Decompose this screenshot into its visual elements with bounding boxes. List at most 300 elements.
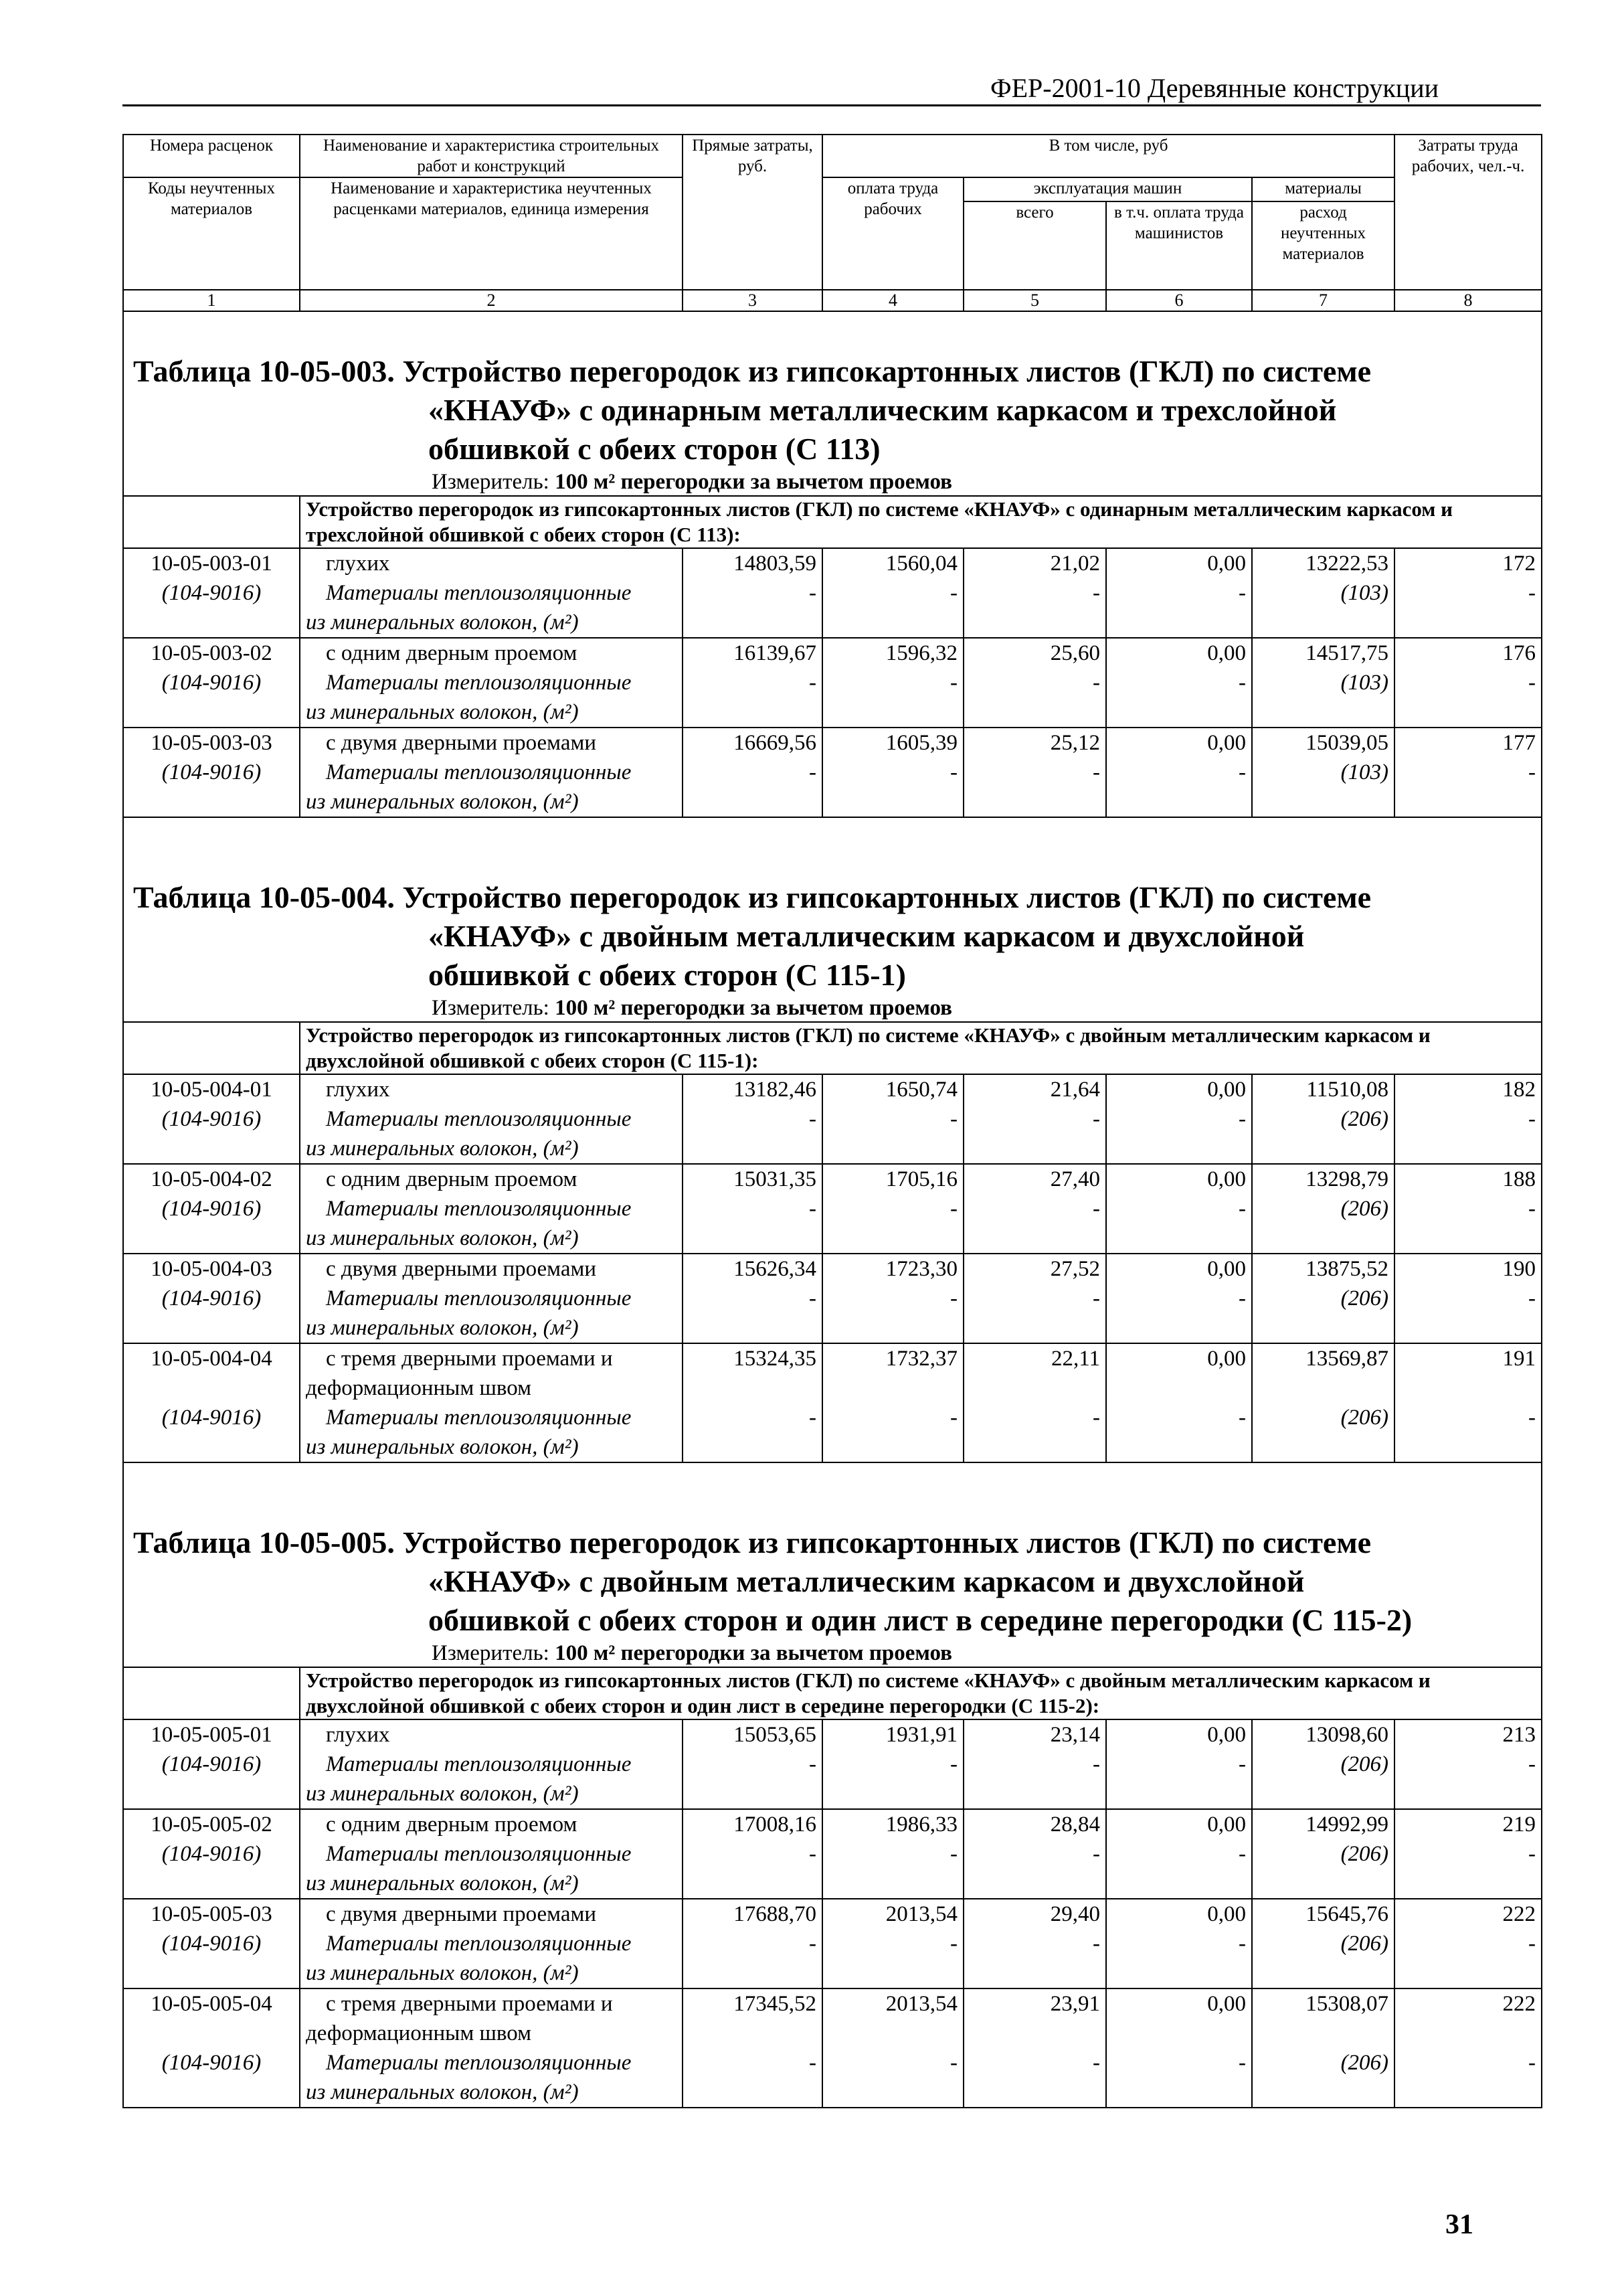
- material-name: Материалы теплоизоляционные: [326, 1932, 632, 1956]
- work-name: глухих: [326, 1723, 390, 1747]
- spacer: [1258, 2019, 1388, 2048]
- dash: -: [1093, 1752, 1100, 1776]
- dash: -: [1528, 2051, 1536, 2075]
- dash: -: [1528, 1197, 1536, 1221]
- material-name: из минеральных волокон, (м²): [306, 1871, 579, 1895]
- material-name: из минеральных волокон, (м²): [306, 1136, 579, 1161]
- meter-value: 100 м² перегородки за вычетом проемов: [555, 996, 952, 1020]
- machinists-pay-cell: [1106, 1809, 1252, 1899]
- table-row: [123, 1164, 1542, 1254]
- dash: -: [1093, 581, 1100, 605]
- material-code: (104-9016): [161, 1286, 262, 1310]
- direct-costs-cell: [683, 1988, 822, 2108]
- rate-code-cell: [123, 548, 300, 638]
- machines-total-cell: [964, 638, 1106, 728]
- machinists-pay: 0,00: [1207, 1723, 1246, 1747]
- work-name-cell: [300, 1899, 683, 1988]
- work-name-cell: [300, 1254, 683, 1343]
- labor-hours: 219: [1502, 1812, 1536, 1837]
- rate-code-cell: [123, 1074, 300, 1164]
- spacer: [129, 1373, 294, 1403]
- machines-total-cell: [964, 1164, 1106, 1254]
- header-including: В том числе, руб: [822, 135, 1394, 177]
- work-name: с двумя дверными проемами: [326, 1902, 597, 1926]
- header-direct-costs: Прямые затраты, руб.: [683, 135, 822, 290]
- table-title-line: Таблица 10-05-003. Устройство перегородок из гипсокартонных листов (ГКЛ) по системе: [133, 354, 1372, 388]
- material-name: из минеральных волокон, (м²): [306, 1226, 579, 1250]
- table-title-row: [123, 1483, 1542, 1640]
- machinists-pay-cell: [1106, 1899, 1252, 1988]
- table-title-text: [124, 838, 1541, 995]
- rate-code-cell: [123, 1809, 300, 1899]
- work-name-cell: [300, 1988, 683, 2108]
- work-name: с тремя дверными проемами и: [326, 1992, 613, 2016]
- table-row: [123, 548, 1542, 638]
- machinists-pay: 0,00: [1207, 1347, 1246, 1371]
- machines-total: 23,91: [1050, 1992, 1100, 2016]
- dash: -: [1239, 1752, 1246, 1776]
- work-name: с одним дверным проемом: [326, 641, 577, 665]
- direct-costs: 14803,59: [733, 552, 816, 576]
- labor-hours: 176: [1502, 641, 1536, 665]
- machines-total: 29,40: [1050, 1902, 1100, 1926]
- materials-cost: 11510,08: [1306, 1078, 1389, 1102]
- rate-code-cell: [123, 1899, 300, 1988]
- spacer: [970, 1373, 1100, 1403]
- material-quantity: (206): [1340, 1932, 1389, 1956]
- spacer-row: [123, 817, 1542, 838]
- labor-hours: 191: [1502, 1347, 1536, 1371]
- work-name-cell: [300, 1719, 683, 1809]
- column-numbers-row: [123, 290, 1542, 311]
- machines-total-cell: [964, 1254, 1106, 1343]
- direct-costs: 17008,16: [733, 1812, 816, 1837]
- section-empty-cell: [123, 1022, 300, 1074]
- dash: -: [1239, 1932, 1246, 1956]
- dash: -: [1239, 1406, 1246, 1430]
- materials-cost: 13098,60: [1305, 1723, 1389, 1747]
- material-quantity: (206): [1340, 1406, 1389, 1430]
- direct-costs: 15053,65: [733, 1723, 816, 1747]
- meter-value: 100 м² перегородки за вычетом проемов: [555, 470, 952, 494]
- worker-pay-cell: [822, 1809, 964, 1899]
- worker-pay: 1560,04: [885, 552, 958, 576]
- machines-total-cell: [964, 548, 1106, 638]
- machinists-pay-cell: [1106, 638, 1252, 728]
- column-number: 8: [1394, 290, 1542, 311]
- meter-label: Измеритель:: [432, 996, 555, 1020]
- header-machines-total: всего: [964, 201, 1106, 290]
- worker-pay-cell: [822, 1719, 964, 1809]
- spacer: [828, 2019, 958, 2048]
- material-quantity: (206): [1340, 1197, 1389, 1221]
- dash: -: [1528, 760, 1536, 784]
- material-name: Материалы теплоизоляционные: [326, 1406, 632, 1430]
- dash: -: [1093, 760, 1100, 784]
- column-number: 6: [1106, 290, 1252, 311]
- material-name: Материалы теплоизоляционные: [326, 1107, 632, 1131]
- materials-cost: 13222,53: [1305, 552, 1389, 576]
- labor-hours: 172: [1502, 552, 1536, 576]
- worker-pay: 2013,54: [885, 1992, 958, 2016]
- machines-total: 25,12: [1050, 731, 1100, 755]
- spacer: [1258, 1373, 1388, 1403]
- material-name: из минеральных волокон, (м²): [306, 2080, 579, 2104]
- dash: -: [1093, 1842, 1100, 1866]
- materials-cost-cell: [1252, 1988, 1394, 2108]
- table-title: [123, 1483, 1542, 1640]
- material-code: (104-9016): [161, 671, 262, 695]
- dash: -: [809, 1932, 816, 1956]
- material-name: Материалы теплоизоляционные: [326, 581, 632, 605]
- table-row: [123, 1343, 1542, 1462]
- header-unaccounted-materials: расход неучтенных материалов: [1252, 201, 1394, 290]
- labor-hours: 190: [1502, 1257, 1536, 1281]
- section-empty-cell: [123, 1667, 300, 1719]
- column-number: 4: [822, 290, 964, 311]
- work-name: деформационным швом: [306, 2021, 531, 2045]
- material-quantity: (206): [1340, 1842, 1389, 1866]
- worker-pay: 1605,39: [885, 731, 958, 755]
- table-title-line: Таблица 10-05-005. Устройство перегородок из гипсокартонных листов (ГКЛ) по системе: [133, 1525, 1372, 1559]
- dash: -: [1528, 1842, 1536, 1866]
- machinists-pay-cell: [1106, 1164, 1252, 1254]
- materials-cost-cell: [1252, 1254, 1394, 1343]
- labor-hours-cell: [1394, 1074, 1542, 1164]
- dash: -: [1528, 1406, 1536, 1430]
- direct-costs-cell: [683, 638, 822, 728]
- labor-hours-cell: [1394, 728, 1542, 817]
- work-name-cell: [300, 1164, 683, 1254]
- machinists-pay: 0,00: [1207, 641, 1246, 665]
- section-heading: Устройство перегородок из гипсокартонных листов (ГКЛ) по системе «КНАУФ» с двойным металлическим каркасом и двухслойной обшивкой с обеих сторон и один лист в середине перегородки (С 115-2):: [300, 1667, 1542, 1719]
- unit-of-measure: [123, 469, 1542, 496]
- machines-total-cell: [964, 1719, 1106, 1809]
- table-title-row: [123, 311, 1542, 469]
- rate-code: 10-05-003-02: [151, 641, 272, 665]
- direct-costs-cell: [683, 1254, 822, 1343]
- rate-code-cell: [123, 1254, 300, 1343]
- machines-total: 21,02: [1050, 552, 1100, 576]
- material-name: Материалы теплоизоляционные: [326, 2051, 632, 2075]
- direct-costs: 16139,67: [733, 641, 816, 665]
- rate-code-cell: [123, 1343, 300, 1462]
- machinists-pay-cell: [1106, 1343, 1252, 1462]
- table-title-line: Таблица 10-05-004. Устройство перегородок из гипсокартонных листов (ГКЛ) по системе: [133, 880, 1372, 914]
- rate-code: 10-05-003-03: [151, 731, 272, 755]
- spacer-cell: [123, 1462, 1542, 1483]
- dash: -: [1239, 671, 1246, 695]
- dash: -: [1093, 1107, 1100, 1131]
- rate-code: 10-05-005-02: [151, 1812, 272, 1837]
- worker-pay-cell: [822, 638, 964, 728]
- dash: -: [809, 760, 816, 784]
- machinists-pay-cell: [1106, 728, 1252, 817]
- rate-code: 10-05-003-01: [151, 552, 272, 576]
- labor-hours: 188: [1502, 1167, 1536, 1191]
- work-name: с тремя дверными проемами и: [326, 1347, 613, 1371]
- table-row: [123, 728, 1542, 817]
- worker-pay: 1931,91: [885, 1723, 958, 1747]
- machines-total-cell: [964, 1899, 1106, 1988]
- materials-cost-cell: [1252, 548, 1394, 638]
- materials-cost-cell: [1252, 728, 1394, 817]
- material-quantity: (206): [1340, 1107, 1389, 1131]
- header-row-1: [123, 135, 1542, 177]
- material-name: Материалы теплоизоляционные: [326, 671, 632, 695]
- meter-value: 100 м² перегородки за вычетом проемов: [555, 1641, 952, 1665]
- page-number: 31: [1445, 2209, 1473, 2240]
- table-title-line: «КНАУФ» с двойным металлическим каркасом и двухслойной: [428, 919, 1305, 953]
- labor-hours-cell: [1394, 1254, 1542, 1343]
- header-rate-numbers: Номера расценок: [123, 135, 300, 177]
- meter-row: [123, 995, 1542, 1022]
- material-code: (104-9016): [161, 760, 262, 784]
- machinists-pay: 0,00: [1207, 731, 1246, 755]
- spacer: [689, 2019, 816, 2048]
- dash: -: [809, 1752, 816, 1776]
- dash: -: [1528, 671, 1536, 695]
- direct-costs-cell: [683, 1074, 822, 1164]
- table-row: [123, 1719, 1542, 1809]
- spacer: [1401, 1373, 1536, 1403]
- table-title-text: [124, 312, 1541, 469]
- dash: -: [809, 1107, 816, 1131]
- column-number: 5: [964, 290, 1106, 311]
- dash: -: [1093, 671, 1100, 695]
- spacer: [970, 2019, 1100, 2048]
- dash: -: [809, 1197, 816, 1221]
- worker-pay: 1650,74: [885, 1078, 958, 1102]
- materials-cost: 15039,05: [1305, 731, 1389, 755]
- meter-row: [123, 469, 1542, 496]
- dash: -: [1239, 581, 1246, 605]
- dash: -: [950, 2051, 958, 2075]
- dash: -: [1093, 1197, 1100, 1221]
- dash: -: [809, 1406, 816, 1430]
- machinists-pay-cell: [1106, 548, 1252, 638]
- labor-hours: 213: [1502, 1723, 1536, 1747]
- dash: -: [1528, 581, 1536, 605]
- work-name: глухих: [326, 1078, 390, 1102]
- table-row: [123, 1074, 1542, 1164]
- header-labor-hours: Затраты труда рабочих, чел.-ч.: [1394, 135, 1542, 290]
- direct-costs-cell: [683, 1809, 822, 1899]
- section-row: [123, 1667, 1542, 1719]
- material-name: Материалы теплоизоляционные: [326, 1842, 632, 1866]
- dash: -: [1239, 2051, 1246, 2075]
- table-title: [123, 311, 1542, 469]
- dash: -: [950, 1932, 958, 1956]
- worker-pay-cell: [822, 1988, 964, 2108]
- direct-costs-cell: [683, 1343, 822, 1462]
- rate-code: 10-05-004-04: [151, 1347, 272, 1371]
- material-quantity: (206): [1340, 2051, 1389, 2075]
- work-name: с одним дверным проемом: [326, 1812, 577, 1837]
- direct-costs: 13182,46: [733, 1078, 816, 1102]
- materials-cost-cell: [1252, 1074, 1394, 1164]
- labor-hours-cell: [1394, 548, 1542, 638]
- work-name: деформационным швом: [306, 1376, 531, 1400]
- column-number: 7: [1252, 290, 1394, 311]
- header-material-name: Наименование и характеристика неучтенных расценками материалов, единица измерения: [300, 177, 683, 290]
- machinists-pay: 0,00: [1207, 1992, 1246, 2016]
- dash: -: [1239, 1107, 1246, 1131]
- dash: -: [1093, 1406, 1100, 1430]
- direct-costs: 17688,70: [733, 1902, 816, 1926]
- material-name: из минеральных волокон, (м²): [306, 700, 579, 724]
- dash: -: [1528, 1107, 1536, 1131]
- machines-total-cell: [964, 1809, 1106, 1899]
- rate-code: 10-05-004-02: [151, 1167, 272, 1191]
- materials-cost-cell: [1252, 1809, 1394, 1899]
- material-code: (104-9016): [161, 1842, 262, 1866]
- material-name: из минеральных волокон, (м²): [306, 1782, 579, 1806]
- worker-pay: 1723,30: [885, 1257, 958, 1281]
- material-name: из минеральных волокон, (м²): [306, 610, 579, 634]
- spacer: [1401, 2019, 1536, 2048]
- table-title-line: «КНАУФ» с одинарным металлическим каркасом и трехслойной: [428, 393, 1337, 427]
- machinists-pay: 0,00: [1207, 1167, 1246, 1191]
- dash: -: [950, 581, 958, 605]
- machines-total: 25,60: [1050, 641, 1100, 665]
- dash: -: [1093, 1286, 1100, 1310]
- header-machinists-pay: в т.ч. оплата труда машинистов: [1106, 201, 1252, 290]
- labor-hours: 182: [1502, 1078, 1536, 1102]
- machines-total: 27,52: [1050, 1257, 1100, 1281]
- table-title-line: обшивкой с обеих сторон (С 115-1): [428, 958, 906, 992]
- material-name: Материалы теплоизоляционные: [326, 1752, 632, 1776]
- labor-hours-cell: [1394, 1719, 1542, 1809]
- work-name-cell: [300, 1074, 683, 1164]
- machines-total: 27,40: [1050, 1167, 1100, 1191]
- machinists-pay-cell: [1106, 1074, 1252, 1164]
- material-quantity: (103): [1340, 581, 1389, 605]
- labor-hours-cell: [1394, 638, 1542, 728]
- spacer-row: [123, 1462, 1542, 1483]
- work-name-cell: [300, 1343, 683, 1462]
- dash: -: [809, 1286, 816, 1310]
- rate-code-cell: [123, 1719, 300, 1809]
- labor-hours-cell: [1394, 1899, 1542, 1988]
- direct-costs-cell: [683, 1164, 822, 1254]
- header-row-2: [123, 177, 1542, 201]
- machines-total-cell: [964, 728, 1106, 817]
- spacer: [1112, 1373, 1246, 1403]
- work-name: глухих: [326, 552, 390, 576]
- worker-pay-cell: [822, 1343, 964, 1462]
- table-row: [123, 1254, 1542, 1343]
- rate-code: 10-05-005-01: [151, 1723, 272, 1747]
- materials-cost: 13569,87: [1305, 1347, 1389, 1371]
- dash: -: [1528, 1752, 1536, 1776]
- work-name-cell: [300, 728, 683, 817]
- direct-costs-cell: [683, 548, 822, 638]
- dash: -: [809, 581, 816, 605]
- worker-pay: 1732,37: [885, 1347, 958, 1371]
- direct-costs: 15626,34: [733, 1257, 816, 1281]
- material-code: (104-9016): [161, 581, 262, 605]
- direct-costs-cell: [683, 1899, 822, 1988]
- rate-code-cell: [123, 1164, 300, 1254]
- column-number: 3: [683, 290, 822, 311]
- materials-cost-cell: [1252, 1343, 1394, 1462]
- worker-pay-cell: [822, 1074, 964, 1164]
- header-materials: материалы: [1252, 177, 1394, 201]
- labor-hours: 222: [1502, 1902, 1536, 1926]
- materials-cost-cell: [1252, 1164, 1394, 1254]
- dash: -: [1239, 760, 1246, 784]
- worker-pay: 2013,54: [885, 1902, 958, 1926]
- direct-costs: 17345,52: [733, 1992, 816, 2016]
- materials-cost-cell: [1252, 1899, 1394, 1988]
- dash: -: [950, 1107, 958, 1131]
- work-name-cell: [300, 548, 683, 638]
- machines-total: 23,14: [1050, 1723, 1100, 1747]
- section-heading: Устройство перегородок из гипсокартонных листов (ГКЛ) по системе «КНАУФ» с одинарным металлическим каркасом и трехслойной обшивкой с обеих сторон (С 113):: [300, 496, 1542, 548]
- machines-total: 28,84: [1050, 1812, 1100, 1837]
- section-row: [123, 1022, 1542, 1074]
- machinists-pay: 0,00: [1207, 1257, 1246, 1281]
- material-name: из минеральных волокон, (м²): [306, 1316, 579, 1340]
- rate-code: 10-05-005-03: [151, 1902, 272, 1926]
- table-title-line: обшивкой с обеих сторон (С 113): [428, 432, 881, 466]
- machinists-pay: 0,00: [1207, 1902, 1246, 1926]
- dash: -: [950, 1197, 958, 1221]
- material-name: из минеральных волокон, (м²): [306, 1435, 579, 1459]
- material-name: Материалы теплоизоляционные: [326, 1286, 632, 1310]
- dash: -: [1093, 1932, 1100, 1956]
- worker-pay-cell: [822, 548, 964, 638]
- header-material-codes: Коды неучтенных материалов: [123, 177, 300, 290]
- material-code: (104-9016): [161, 1932, 262, 1956]
- dash: -: [1528, 1932, 1536, 1956]
- worker-pay-cell: [822, 1254, 964, 1343]
- spacer: [689, 1373, 816, 1403]
- worker-pay-cell: [822, 1164, 964, 1254]
- materials-cost: 13875,52: [1305, 1257, 1389, 1281]
- header-machines: эксплуатация машин: [964, 177, 1252, 201]
- machinists-pay-cell: [1106, 1719, 1252, 1809]
- worker-pay: 1705,16: [885, 1167, 958, 1191]
- rate-code: 10-05-004-03: [151, 1257, 272, 1281]
- dash: -: [950, 1842, 958, 1866]
- labor-hours-cell: [1394, 1809, 1542, 1899]
- machines-total: 22,11: [1051, 1347, 1100, 1371]
- work-name: с двумя дверными проемами: [326, 731, 597, 755]
- work-name: с двумя дверными проемами: [326, 1257, 597, 1281]
- dash: -: [950, 1752, 958, 1776]
- machines-total: 21,64: [1050, 1078, 1100, 1102]
- material-code: (104-9016): [161, 2051, 262, 2075]
- work-name: с одним дверным проемом: [326, 1167, 577, 1191]
- machinists-pay: 0,00: [1207, 1078, 1246, 1102]
- labor-hours: 222: [1502, 1992, 1536, 2016]
- header-work-name: Наименование и характеристика строительных работ и конструкций: [300, 135, 683, 177]
- material-quantity: (103): [1340, 671, 1389, 695]
- table-title-line: обшивкой с обеих сторон и один лист в середине перегородки (С 115-2): [428, 1603, 1413, 1637]
- material-quantity: (206): [1340, 1752, 1389, 1776]
- table-title-line: «КНАУФ» с двойным металлическим каркасом и двухслойной: [428, 1564, 1305, 1598]
- material-name: из минеральных волокон, (м²): [306, 1961, 579, 1985]
- table-row: [123, 1809, 1542, 1899]
- dash: -: [1239, 1842, 1246, 1866]
- dash: -: [809, 671, 816, 695]
- table-row: [123, 638, 1542, 728]
- direct-costs: 16669,56: [733, 731, 816, 755]
- spacer: [129, 2019, 294, 2048]
- material-code: (104-9016): [161, 1197, 262, 1221]
